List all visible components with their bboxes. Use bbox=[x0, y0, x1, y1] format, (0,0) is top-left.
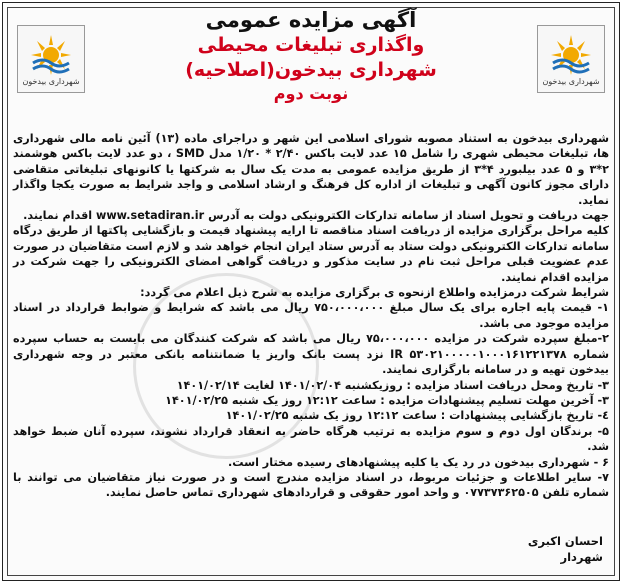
subtitle-line1: واگذاری تبلیغات محیطی bbox=[197, 34, 425, 56]
header bbox=[93, 7, 529, 105]
signature-title: شهردار bbox=[560, 550, 603, 564]
municipality-logo-left bbox=[17, 25, 85, 93]
list-item: ۲-مبلغ سپرده شرکت در مزایده ۷۵،۰۰۰،۰۰۰ ریال می باشد که شرکت کنندگان می بایست به حساب سپرده شماره IR ۵۳۰۲۱۰۰۰۰۰۱۰۰۰۱۶۱۲۲۱۳۷۸ نزد پست بانک واریز یا ضمانتنامه بانکی معتبر در وجه شهرداری بیدخون تهیه و در سامانه بارگزاری نمایند. bbox=[13, 332, 609, 377]
advertisement-page bbox=[2, 2, 620, 581]
paragraph: کلیه مراحل برگزاری مزایده از دریافت اسناد مناقصه تا ارایه پیشنهاد قیمت و بازگشایی پاکتها از طریق درگاه سامانه تدارکات الکترونیکی دولت ستاد به آدرس ستاد ایران انجام خواهد شد و لازم است متقاضیان در صورت عدم عضویت قبلی مراحل ثبت نام در سایت مذکور و دریافت گواهی امضای الکترونیکی را جهت شرکت در مزایده اقدام نمایند. bbox=[13, 224, 609, 284]
sun-emblem-icon bbox=[27, 33, 75, 75]
list-item: ۵- برندگان اول دوم و سوم مزایده به ترتیب هرگاه حاضر به انعقاد قرارداد نشوند، سپرده آنان ضبط خواهد شد. bbox=[13, 424, 609, 454]
signature-name: احسان اکبری bbox=[527, 534, 603, 548]
body-text bbox=[13, 131, 609, 501]
list-item: ۷- سایر اطلاعات و جزئیات مربوط، در اسناد مزایده مندرج است و در صورت نیاز متقاضیان می توانند با شماره تلفن ۰۷۷۳۷۳۶۲۵۰۵ و واحد امور حقوقی و قراردادهای شهرداری تماس حاصل نمایند. bbox=[13, 470, 609, 500]
list-item: ٤- تاریخ بازگشایی پیشنهادات : ساعت ۱۲:۱۲ روز یک شنبه ۱۴۰۱/۰۲/۲۵ bbox=[225, 409, 609, 423]
list-item: ۳- آخرین مهلت تسلیم پیشنهادات مزایده : ساعت ۱۲:۱۲ روز یک شنبه ۱۴۰۱/۰۲/۲۵ bbox=[165, 393, 609, 407]
signature-block bbox=[528, 533, 603, 565]
paragraph: جهت دریافت و تحویل اسناد از سامانه تدارکات الکترونیکی دولت به آدرس www.setadiran.ir اقدام نمایند. bbox=[23, 209, 609, 223]
logo-caption: شهرداری بیدخون bbox=[542, 76, 600, 86]
logo-caption: شهرداری بیدخون bbox=[22, 76, 80, 86]
municipality-logo-right bbox=[537, 25, 605, 93]
list-item: ۳- تاریخ ومحل دریافت اسناد مزایده : روزیکشنبه ۱۴۰۱/۰۲/۰۴ لغایت ۱۴۰۱/۰۲/۱۴ bbox=[176, 378, 609, 392]
page-title: آگهی مزایده عمومی bbox=[205, 8, 417, 32]
subtitle-line2: شهرداری بیدخون(اصلاحیه) bbox=[185, 59, 437, 81]
round-label: نوبت دوم bbox=[273, 84, 349, 103]
sun-emblem-icon bbox=[547, 33, 595, 75]
paragraph: شهرداری بیدخون به استناد مصوبه شورای اسلامی این شهر و دراجرای ماده (۱۳) آئین نامه مالی شهرداری ها، تبلیغات محیطی شهری را شامل ۱۵ عدد لایت باکس ۲/۴۰ * ۱/۲۰ مدل SMD ، دو عدد لایت باکس هوشمند ۲*۳ و ۵ عدد بیلبورد ۴*۳ از طریق مزایده عمومی به مدت یک سال به شرکتها یا کانونهای تبلیغاتی متقاضی دارای مجوز کانون آگهی و تبلیغات از اداره کل فرهنگ و ارشاد اسلامی و واجد شرایط به صورت یکجا واگذار نماید. bbox=[13, 132, 610, 207]
paragraph: شرایط شرکت درمزایده واطلاع ازنحوه ی برگزاری مزایده به شرح ذیل اعلام می گردد: bbox=[140, 286, 609, 300]
list-item: ۱- قیمت پایه اجاره برای یک سال مبلغ ۷۵۰،۰۰۰،۰۰۰ ریال می باشد که شرایط و ضوابط قرارداد در اسناد مزایده موجود می باشد. bbox=[13, 301, 609, 330]
list-item: ۶ - شهرداری بیدخون در رد یک یا کلیه پیشنهادهای رسیده مختار است. bbox=[227, 455, 609, 469]
